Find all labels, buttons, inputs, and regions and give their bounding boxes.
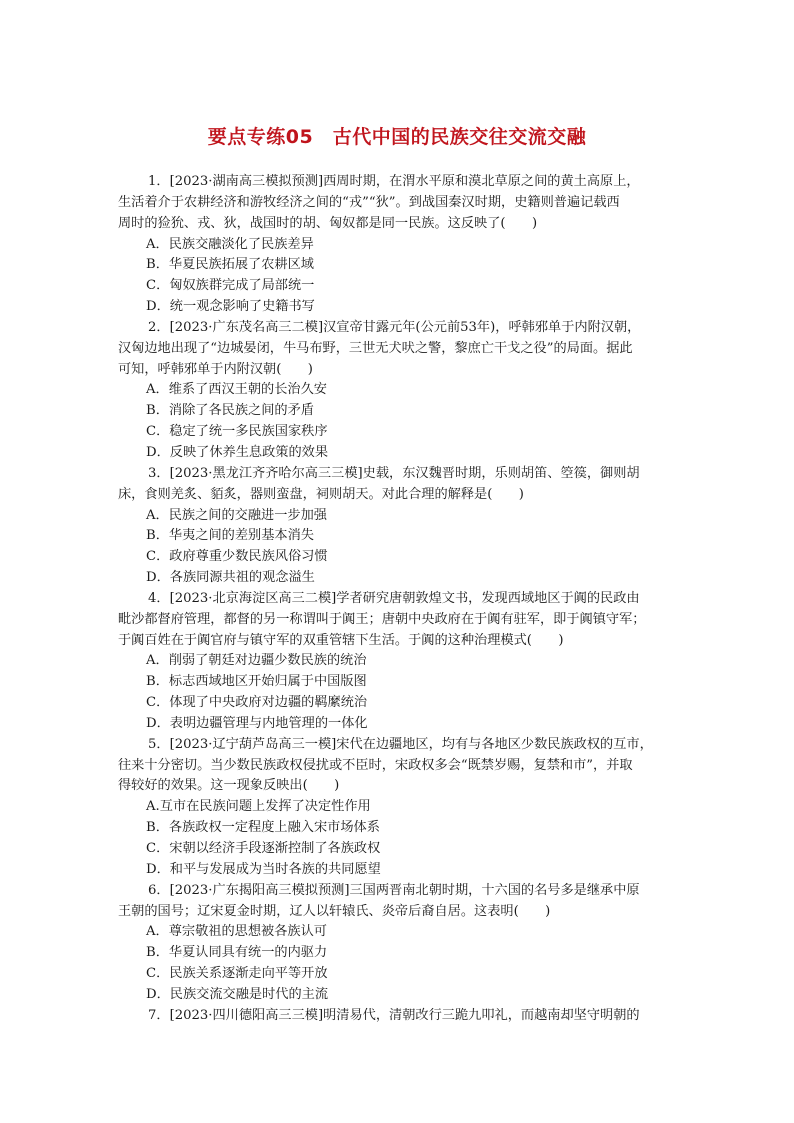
answer-option: B．华夏民族拓展了农耕区域 — [146, 257, 314, 273]
answer-option: C．匈奴族群完成了局部统一 — [146, 278, 315, 294]
question-7 — [118, 1006, 683, 1027]
question-6 — [118, 881, 683, 1006]
question-stem: 6．[2023·广东揭阳高三模拟预测]三国两晋南北朝时期，十六国的名号多是继承中原 — [148, 882, 640, 898]
answer-option: C．体现了中央政府对边疆的羁縻统治 — [146, 695, 368, 711]
answer-option: A．维系了西汉王朝的长治久安 — [146, 382, 327, 398]
answer-option: D．表明边疆管理与内地管理的一体化 — [146, 715, 368, 731]
question-stem: 7．[2023·四川德阳高三三模]明清易代，清朝改行三跪九叩礼，而越南却坚守明朝的 — [148, 1007, 640, 1023]
question-stem: 3．[2023·黑龙江齐齐哈尔高三三模]史载，东汉魏晋时期，乐则胡笛、箜篌，御则胡 — [148, 465, 640, 481]
question-stem-continued: 生活着介于农耕经济和游牧经济之间的“戎”“狄”。到战国秦汉时期，史籍则普遍记载西 — [118, 194, 620, 210]
question-stem-continued: 王朝的国号；辽宋夏金时期，辽人以轩辕氏、炎帝后裔自居。这表明( ) — [118, 903, 551, 919]
answer-option: C．宋朝以经济手段逐渐控制了各族政权 — [146, 841, 381, 856]
answer-option: A．民族之间的交融进一步加强 — [146, 507, 327, 523]
question-3 — [118, 464, 683, 589]
answer-option: D．民族交流交融是时代的主流 — [146, 986, 329, 1002]
answer-option: A.互市在民族问题上发挥了决定性作用 — [146, 799, 371, 815]
question-stem-continued: 汉匈边地出现了“边城晏闭，牛马布野，三世无犬吠之警，黎庶亡干戈之役”的局面。据此 — [118, 340, 633, 356]
page-title: 要点专练05 古代中国的民族交往交流交融 — [207, 126, 587, 148]
answer-option: B．华夏认同具有统一的内驱力 — [146, 945, 328, 961]
question-stem-continued: 于阗百姓在于阗官府与镇守军的双重管辖下生活。于阗的这种治理模式( ) — [118, 632, 564, 648]
question-4 — [118, 589, 683, 735]
question-2 — [118, 318, 683, 464]
answer-option: A．尊宗敬祖的思想被各族认可 — [146, 924, 327, 940]
answer-option: B．华夷之间的差别基本消失 — [146, 528, 314, 544]
question-stem: 5．[2023·辽宁葫芦岛高三一模]宋代在边疆地区，均有与各地区少数民族政权的互市， — [148, 736, 653, 752]
question-stem: 4．[2023·北京海淀区高三二模]学者研究唐朝敦煌文书，发现西域地区于阗的民政由 — [148, 590, 640, 606]
answer-option: C．稳定了统一多民族国家秩序 — [146, 424, 328, 440]
question-1 — [118, 172, 683, 318]
answer-option: B．标志西域地区开始归属于中国版图 — [146, 674, 367, 690]
answer-option: A．民族交融淡化了民族差异 — [146, 236, 314, 252]
question-list — [118, 172, 683, 1027]
answer-option: C．政府尊重少数民族风俗习惯 — [146, 549, 328, 565]
question-5 — [118, 735, 683, 881]
question-stem-continued: 往来十分密切。当少数民族政权侵扰或不臣时，宋政权多会“既禁岁赐，复禁和市”，并取 — [118, 757, 633, 773]
answer-option: D．和平与发展成为当时各族的共同愿望 — [146, 861, 381, 877]
question-stem-continued: 得较好的效果。这一现象反映出( ) — [118, 778, 340, 794]
question-stem: 1．[2023·湖南高三模拟预测]西周时期，在渭水平原和漠北草原之间的黄土高原上， — [148, 174, 640, 189]
answer-option: D．反映了休养生息政策的效果 — [146, 444, 329, 460]
answer-option: A．削弱了朝廷对边疆少数民族的统治 — [146, 653, 367, 669]
answer-option: B．各族政权一定程度上融入宋市场体系 — [146, 820, 380, 836]
question-stem-continued: 毗沙都督府管理，都督的另一称谓叫于阗王；唐朝中央政府在于阗有驻军，即于阗镇守军； — [118, 611, 646, 627]
answer-option: B．消除了各民族之间的矛盾 — [146, 403, 314, 419]
question-stem-continued: 可知，呼韩邪单于内附汉朝( ) — [118, 361, 313, 377]
answer-option: D．各族同源共祖的观念溢生 — [146, 570, 315, 586]
question-stem: 2．[2023·广东茂名高三二模]汉宣帝甘露元年(公元前53年)，呼韩邪单于内附汉朝， — [148, 319, 641, 335]
question-stem-continued: 周时的猃狁、戎、狄，战国时的胡、匈奴都是同一民族。这反映了( ) — [118, 215, 538, 231]
question-stem-continued: 床，食则羌炙、貊炙，器则蛮盘，祠则胡天。对此合理的解释是( ) — [118, 486, 524, 502]
answer-option: C．民族关系逐渐走向平等开放 — [146, 966, 328, 982]
answer-option: D．统一观念影响了史籍书写 — [146, 299, 315, 315]
